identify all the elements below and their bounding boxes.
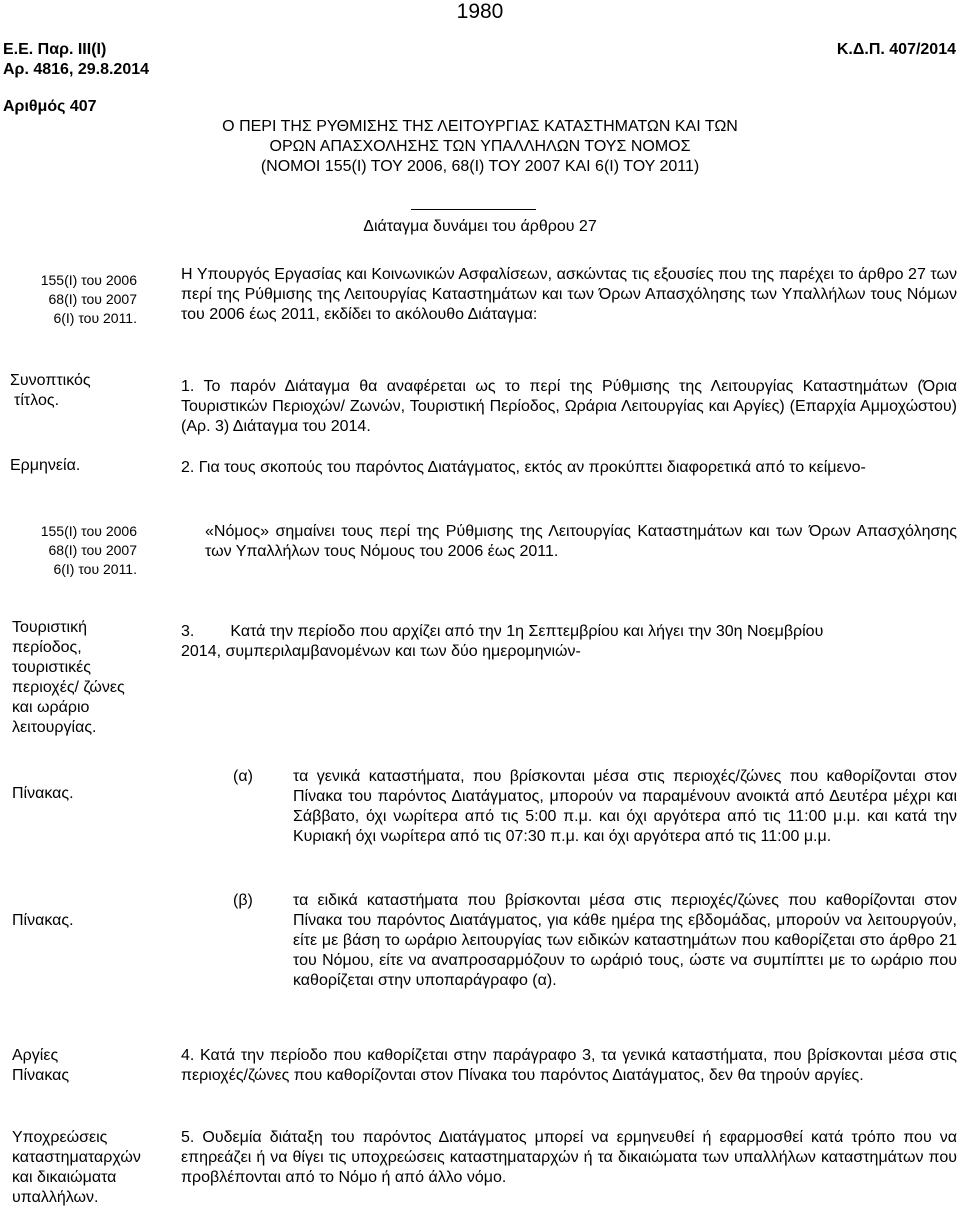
margin-law-ref: 155(Ι) του 2006 bbox=[40, 523, 137, 539]
margin-label: Πίνακας bbox=[12, 1067, 70, 1084]
margin-label: περιοχές/ ζώνες bbox=[12, 679, 125, 696]
gazette-issue: Ε.Ε. Παρ. ΙΙΙ(Ι) bbox=[3, 41, 107, 58]
margin-label: καταστηματαρχών bbox=[12, 1149, 141, 1166]
item-a-text: τα γενικά καταστήματα, που βρίσκονται μέσα στις περιοχές/ζώνες που καθορίζονται στον Πίνακα του παρόντος Διατάγματος, μπορούν να παραμένουν ανοικτά από Δευτέρα μέχρι και Σάββατο, όχι νωρίτερα από τις 5:00 π.μ. και όχι αργότερα από τις 11:00 μ.μ. και κατά την Κυριακή όχι νωρίτερα από τις 07:30 π.μ. και όχι αργότερα από τις 11:00 μ.μ. bbox=[293, 768, 957, 845]
margin-law-ref: 68(Ι) του 2007 bbox=[48, 542, 137, 558]
paragraph-3-text-1: Κατά την περίοδο που αρχίζει από την 1η Σεπτεμβρίου και λήγει την 30η Νοεμβρίου bbox=[230, 623, 824, 640]
page-number: 1980 bbox=[456, 0, 504, 23]
paragraph-1: 1. Το παρόν Διάταγμα θα αναφέρεται ως το περί της Ρύθμισης της Λειτουργίας Καταστημάτων (Όρια Τουριστικών Περιοχών/ Ζωνών, Τουριστική Περίοδος, Ωράρια Λειτουργίας και Αργίες) (Επαρχία Αμμοχώστου) (Αρ. 3) Διάταγμα του 2014. bbox=[181, 378, 957, 435]
margin-label: Υποχρεώσεις bbox=[12, 1129, 108, 1146]
title-line-3: (ΝΟΜΟΙ 155(Ι) ΤΟΥ 2006, 68(Ι) ΤΟΥ 2007 ΚΑΙ 6(Ι) ΤΟΥ 2011) bbox=[260, 158, 700, 175]
margin-holidays bbox=[12, 1046, 69, 1086]
paragraph-3-number: 3. bbox=[181, 623, 195, 640]
definition-law: «Νόμος» σημαίνει τους περί της Ρύθμισης της Λειτουργίας Καταστημάτων και των Όρων Απασχόλησης των Υπαλλήλων τους Νόμους του 2006 έως 2011. bbox=[205, 523, 957, 560]
paragraph-4: 4. Κατά την περίοδο που καθορίζεται στην παράγραφο 3, τα γενικά καταστήματα, που βρίσκονται μέσα στις περιοχές/ζώνες που καθορίζονται στον Πίνακα του παρόντος Διατάγματος, δεν θα τηρούν αργίες. bbox=[181, 1047, 957, 1084]
margin-label: υπαλλήλων. bbox=[12, 1189, 99, 1206]
margin-law-ref: 68(Ι) του 2007 bbox=[48, 291, 137, 307]
title-divider bbox=[411, 209, 536, 210]
paragraph-3-line-2: 2014, συμπεριλαμβανομένων και των δύο ημερομηνιών- bbox=[181, 643, 581, 660]
margin-law-ref: 6(Ι) του 2011. bbox=[53, 561, 137, 577]
title-line-1: Ο ΠΕΡΙ ΤΗΣ ΡΥΘΜΙΣΗΣ ΤΗΣ ΛΕΙΤΟΥΡΓΙΑΣ ΚΑΤΑΣΤΗΜΑΤΩΝ ΚΑΙ ΤΩΝ bbox=[222, 118, 738, 135]
margin-table-a: Πίνακας. bbox=[12, 785, 74, 802]
margin-law-references-2 bbox=[0, 522, 137, 579]
paragraph-5: 5. Ουδεμία διάταξη του παρόντος Διατάγματος μπορεί να ερμηνευθεί ή εφαρμοσθεί κατά τρόπο που να επηρεάζει ή να θίγει τις υποχρεώσεις καταστηματαρχών ή τα δικαιώματα των υπαλλήλων καταστημάτων που προβλέπονται από το Νόμο ή από άλλο νόμο. bbox=[181, 1129, 957, 1186]
preamble-paragraph: Η Υπουργός Εργασίας και Κοινωνικών Ασφαλίσεων, ασκώντας τις εξουσίες που της παρέχει το άρθρο 27 των περί της Ρύθμισης της Λειτουργίας Καταστημάτων και των Όρων Απασχόλησης των Υπαλλήλων τους Νόμων του 2006 έως 2011, εκδίδει το ακόλουθο Διάταγμα: bbox=[181, 266, 957, 323]
document-number: Αριθμός 407 bbox=[3, 98, 97, 115]
item-b-label: (β) bbox=[233, 892, 253, 909]
margin-law-ref: 155(Ι) του 2006 bbox=[40, 272, 137, 288]
margin-label: λειτουργίας. bbox=[12, 719, 97, 736]
title-line-2: ΟΡΩΝ ΑΠΑΣΧΟΛΗΣΗΣ ΤΩΝ ΥΠΑΛΛΗΛΩΝ ΤΟΥΣ ΝΟΜΟΣ bbox=[269, 138, 691, 155]
margin-short-title bbox=[10, 371, 91, 411]
item-a-label: (α) bbox=[233, 768, 253, 785]
page-title bbox=[170, 117, 790, 177]
margin-label: τίτλος. bbox=[14, 392, 60, 409]
margin-label: Συνοπτικός bbox=[10, 372, 91, 389]
margin-table-b: Πίνακας. bbox=[12, 912, 74, 929]
margin-label: και δικαιώματα bbox=[12, 1169, 117, 1186]
gazette-number-date: Αρ. 4816, 29.8.2014 bbox=[3, 61, 150, 78]
margin-label: περίοδος, bbox=[12, 639, 82, 656]
margin-interpretation: Ερμηνεία. bbox=[10, 457, 81, 474]
paragraph-2: 2. Για τους σκοπούς του παρόντος Διατάγματος, εκτός αν προκύπτει διαφορετικά από το κείμενο- bbox=[181, 459, 866, 476]
paragraph-3-line-1 bbox=[181, 622, 957, 642]
regulation-number: Κ.Δ.Π. 407/2014 bbox=[836, 41, 956, 58]
margin-law-references bbox=[0, 271, 137, 328]
margin-tourist-period bbox=[12, 618, 125, 738]
gazette-reference bbox=[3, 40, 149, 80]
paragraph-3 bbox=[181, 622, 957, 662]
margin-law-ref: 6(Ι) του 2011. bbox=[53, 310, 137, 326]
margin-label: Αργίες bbox=[12, 1047, 59, 1064]
order-subtitle: Διάταγμα δυνάμει του άρθρου 27 bbox=[363, 218, 597, 235]
item-b-text: τα ειδικά καταστήματα που βρίσκονται μέσα στις περιοχές/ζώνες που καθορίζονται στον Πίνακα του παρόντος Διατάγματος, για κάθε ημέρα της εβδομάδας, μπορούν να λειτουργούν, είτε με βάση το ωράριο λειτουργίας των ειδικών καταστημάτων που καθορίζεται στο άρθρο 21 του Νόμου, είτε να αναπροσαρμόζουν το ωράριό τους, ώστε να συμπίπτει με το ωράριο που καθορίζεται στην υποπαράγραφο (α). bbox=[293, 892, 957, 989]
margin-label: τουριστικές bbox=[12, 659, 91, 676]
margin-label: και ωράριο bbox=[12, 699, 90, 716]
margin-obligations bbox=[12, 1128, 141, 1208]
margin-label: Τουριστική bbox=[12, 619, 87, 636]
